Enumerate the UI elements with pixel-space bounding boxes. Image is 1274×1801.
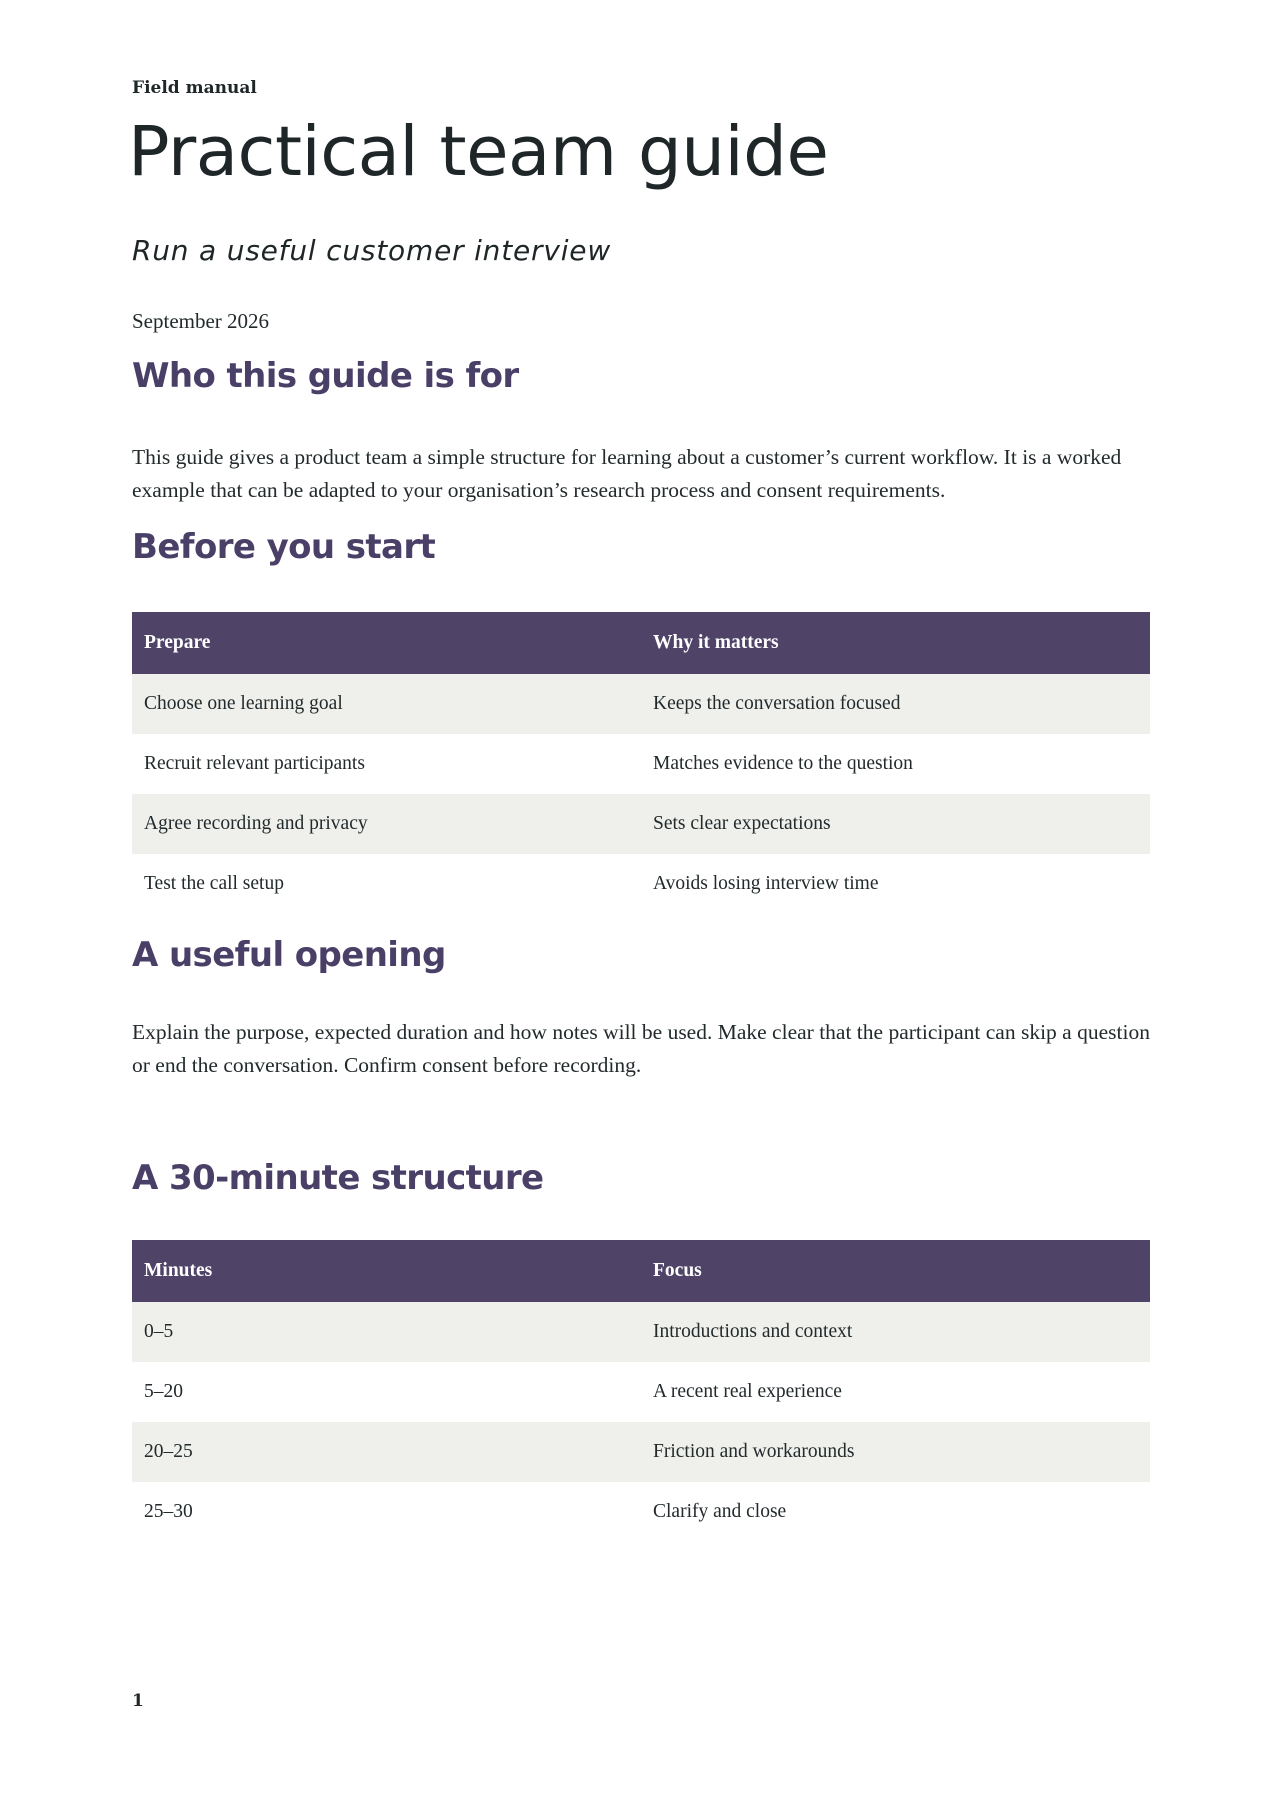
table-row: [132, 1302, 1150, 1362]
section-heading-before: Before you start: [132, 527, 436, 567]
table-cell: Clarify and close: [641, 1482, 1150, 1542]
kicker-label: Field manual: [132, 78, 257, 98]
section-heading-who: Who this guide is for: [132, 356, 519, 396]
table-row: [132, 794, 1150, 854]
section-heading-structure: A 30-minute structure: [132, 1158, 544, 1198]
table-cell: 20–25: [132, 1422, 641, 1482]
section-body-opening: Explain the purpose, expected duration and how notes will be used. Make clear that the participant can skip a question or end the conversation. Confirm consent before recording.: [132, 1020, 1150, 1077]
document-subtitle: Run a useful customer interview: [132, 234, 612, 267]
section-heading-opening: A useful opening: [132, 935, 446, 975]
page-number: 1: [132, 1691, 144, 1711]
table-cell: 25–30: [132, 1482, 641, 1542]
table-cell: Test the call setup: [132, 854, 641, 914]
table-row: [132, 1362, 1150, 1422]
table-cell: 5–20: [132, 1362, 641, 1422]
table-row: [132, 854, 1150, 914]
document-date: September 2026: [132, 309, 270, 333]
table-row: [132, 1482, 1150, 1542]
table-cell: Avoids losing interview time: [641, 854, 1150, 914]
table-cell: Recruit relevant participants: [132, 734, 641, 794]
table-cell: Matches evidence to the question: [641, 734, 1150, 794]
table-cell: Agree recording and privacy: [132, 794, 641, 854]
table-cell: Keeps the conversation focused: [641, 674, 1150, 734]
structure-table: [132, 1240, 1150, 1542]
table-cell: 0–5: [132, 1302, 641, 1362]
table-row: [132, 674, 1150, 734]
table-cell: A recent real experience: [641, 1362, 1150, 1422]
table-header-row: [132, 1240, 1150, 1302]
table-cell: Sets clear expectations: [641, 794, 1150, 854]
table-cell: Introductions and context: [641, 1302, 1150, 1362]
section-body-who: This guide gives a product team a simple structure for learning about a customer’s current workflow. It is a worked example that can be adapted to your organisation’s research process and consent requirements.: [132, 445, 1122, 502]
document-title: Practical team guide: [128, 112, 829, 192]
column-header-why: Why it matters: [641, 612, 1150, 674]
column-header-prepare: Prepare: [132, 612, 641, 674]
prepare-table: [132, 612, 1150, 914]
table-cell: Friction and workarounds: [641, 1422, 1150, 1482]
column-header-focus: Focus: [641, 1240, 1150, 1302]
column-header-minutes: Minutes: [132, 1240, 641, 1302]
table-cell: Choose one learning goal: [132, 674, 641, 734]
table-row: [132, 1422, 1150, 1482]
table-header-row: [132, 612, 1150, 674]
table-row: [132, 734, 1150, 794]
